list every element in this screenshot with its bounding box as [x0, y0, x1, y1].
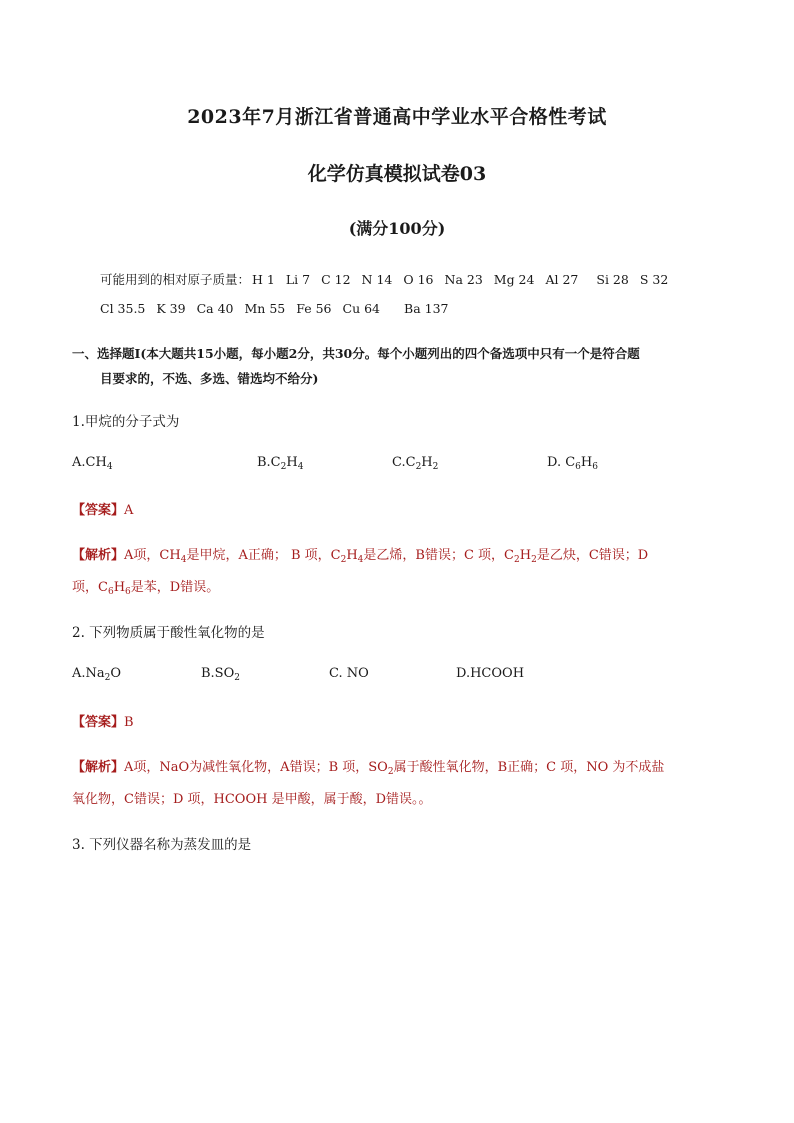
atomic-mass-row-1	[100, 270, 679, 288]
exam-title: 2023年7月浙江省普通高中学业水平合格性考试	[187, 106, 607, 128]
atomic-mass-item: S 32	[639, 272, 669, 287]
answer-label: 【答案】	[72, 715, 125, 730]
question-3-stem: 3. 下列仪器名称为蒸发皿的是	[72, 837, 252, 853]
question-1-option-a: $A.CH_4$	[72, 455, 113, 472]
question-1-answer	[72, 499, 133, 518]
atomic-mass-item: Na 23	[444, 272, 483, 287]
section-heading-line-1: 一、选择题Ⅰ(本大题共15小题，每小题2分，共30分。每个小题列出的四个备选项中只有一个是符合题	[72, 346, 640, 361]
atomic-mass-item: Cl 35.5	[100, 301, 146, 316]
atomic-mass-item: N 14	[361, 272, 393, 287]
atomic-mass-item: Al 27	[545, 272, 579, 287]
question-1-option-d: D. $C_6H_6$	[547, 455, 598, 472]
question-2-option-c: C. NO	[329, 666, 369, 681]
atomic-mass-item: Ba 137	[404, 301, 449, 316]
question-1-stem: 1.甲烷的分子式为	[72, 414, 180, 430]
atomic-mass-item: O 16	[403, 272, 434, 287]
atomic-mass-item: H 1	[252, 272, 275, 287]
question-2-answer	[72, 711, 134, 730]
atomic-mass-item: K 39	[156, 301, 186, 316]
question-2-stem: 2. 下列物质属于酸性氧化物的是	[72, 625, 265, 641]
atomic-mass-item: Fe 56	[296, 301, 332, 316]
atomic-mass-item: Cu 64	[342, 301, 381, 316]
analysis-label: 【解析】	[72, 548, 125, 563]
atomic-mass-item: Li 7	[285, 272, 311, 287]
full-score: (满分100分)	[348, 219, 446, 238]
question-2-option-b: $B.SO_2$	[201, 666, 240, 683]
atomic-mass-row-2	[100, 301, 460, 316]
answer-value: A	[124, 503, 134, 518]
atomic-mass-label: 可能用到的相对原子质量：	[100, 272, 251, 287]
question-1-option-b: $B.C_2H_4$	[257, 455, 304, 472]
question-1-analysis-line-1: 【解析】A项，$CH_4$是甲烷，A正确； B 项，$C_2H_4$是乙烯，B错误；C 项，$C_2H_2$是乙炔，C错误；D	[72, 548, 649, 565]
analysis-label: 【解析】	[72, 760, 125, 775]
answer-label: 【答案】	[72, 503, 125, 518]
answer-value: B	[124, 715, 134, 730]
question-2-option-a: $A.Na_2O$	[72, 666, 122, 683]
atomic-mass-item: Mg 24	[493, 272, 535, 287]
section-heading-line-2: 目要求的，不选、多选、错选均不给分)	[100, 371, 319, 386]
question-2-analysis-line-2: 氧化物，C错误；D 项，HCOOH 是甲酸，属于酸，D错误。。	[72, 792, 432, 807]
atomic-mass-item: C 12	[321, 272, 351, 287]
exam-subtitle: 化学仿真模拟试卷03	[307, 163, 487, 185]
atomic-mass-item: Si 28	[596, 272, 629, 287]
question-1-option-c: $C.C_2H_2$	[392, 455, 439, 472]
question-2-option-d: D.HCOOH	[456, 666, 525, 681]
question-2-analysis-line-1: 【解析】A项，NaO为减性氧化物，A错误；B 项，$SO_2$属于酸性氧化物，B正确；C 项，NO 为不成盐	[72, 760, 665, 777]
atomic-mass-item: Ca 40	[196, 301, 234, 316]
atomic-mass-item: Mn 55	[244, 301, 286, 316]
question-1-analysis-line-2: 项，$C_6H_6$是苯，D错误。	[72, 580, 220, 597]
